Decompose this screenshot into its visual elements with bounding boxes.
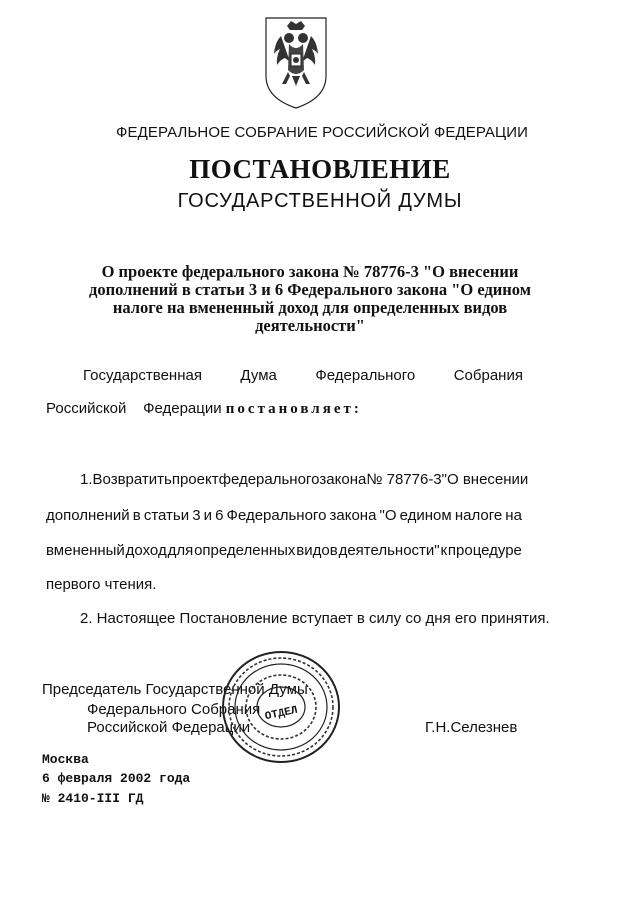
subject-line: налоге на вмененный доход для определенных видов bbox=[112, 298, 508, 317]
preamble-word: Федерального bbox=[315, 367, 416, 384]
word: для bbox=[167, 542, 194, 559]
organization-name: ФЕДЕРАЛЬНОЕ СОБРАНИЕ РОССИЙСКОЙ ФЕДЕРАЦИИ bbox=[116, 124, 528, 141]
preamble-word: Дума bbox=[240, 367, 277, 384]
word: на bbox=[505, 507, 522, 524]
word: к bbox=[440, 542, 448, 559]
word: статьи bbox=[143, 507, 190, 524]
preamble-word: Государственная bbox=[83, 367, 202, 384]
preamble-line bbox=[83, 367, 523, 384]
word: вмененный bbox=[46, 542, 125, 559]
word: видов bbox=[296, 542, 338, 559]
russian-coat-of-arms-icon bbox=[262, 14, 330, 110]
signatory-title: Федерального Собрания bbox=[87, 701, 261, 718]
word: закона bbox=[329, 507, 377, 524]
word: 6 bbox=[215, 507, 224, 524]
word: определенных bbox=[194, 542, 296, 559]
signatory-title: Председатель Государственной Думы bbox=[42, 681, 308, 698]
word: в bbox=[132, 507, 141, 524]
body-line bbox=[80, 471, 529, 488]
preamble-word: Собрания bbox=[453, 367, 523, 384]
document-type-title: ПОСТАНОВЛЕНИЕ bbox=[189, 154, 451, 184]
word: "О bbox=[379, 507, 397, 524]
signatory-title: Российской Федерации bbox=[87, 719, 251, 736]
word: дополнений bbox=[46, 507, 130, 524]
word: проект bbox=[171, 471, 219, 488]
word: "О внесении bbox=[441, 471, 529, 488]
word: федерального bbox=[218, 471, 320, 488]
word: доход bbox=[125, 542, 167, 559]
stamp-center-text: ОТДЕЛ bbox=[264, 704, 299, 724]
document-date: 6 февраля 2002 года bbox=[42, 771, 191, 786]
signatory-name: Г.Н.Селезнев bbox=[425, 719, 518, 736]
document-issuer: ГОСУДАРСТВЕННОЙ ДУМЫ bbox=[177, 190, 463, 212]
document-number: № 2410-III ГД bbox=[42, 791, 144, 806]
word: едином bbox=[399, 507, 452, 524]
word: налоге bbox=[454, 507, 503, 524]
body-line: первого чтения. bbox=[46, 576, 157, 593]
document-city: Москва bbox=[42, 752, 89, 767]
body-line bbox=[46, 542, 522, 559]
word: деятельности" bbox=[338, 542, 440, 559]
body-line bbox=[46, 507, 522, 524]
word: Возвратить bbox=[92, 471, 172, 488]
official-round-stamp-icon bbox=[220, 648, 342, 766]
subject-line: деятельности" bbox=[255, 316, 365, 335]
word: № 78776-3 bbox=[366, 471, 442, 488]
document-subject bbox=[0, 263, 620, 335]
preamble-text: Российской Федерации bbox=[46, 400, 226, 417]
word: и bbox=[203, 507, 213, 524]
word: Федерального bbox=[226, 507, 327, 524]
word: 3 bbox=[192, 507, 201, 524]
subject-line: О проекте федерального закона № 78776-3 "О внесении bbox=[101, 262, 519, 281]
word: закона bbox=[319, 471, 367, 488]
preamble-line bbox=[46, 400, 362, 418]
word: 1. bbox=[80, 471, 93, 488]
preamble-verb: постановляет: bbox=[225, 401, 362, 417]
word: процедуре bbox=[447, 542, 522, 559]
body-line: 2. Настоящее Постановление вступает в силу со дня его принятия. bbox=[80, 610, 550, 627]
subject-line: дополнений в статьи 3 и 6 Федерального закона "О едином bbox=[89, 280, 531, 299]
